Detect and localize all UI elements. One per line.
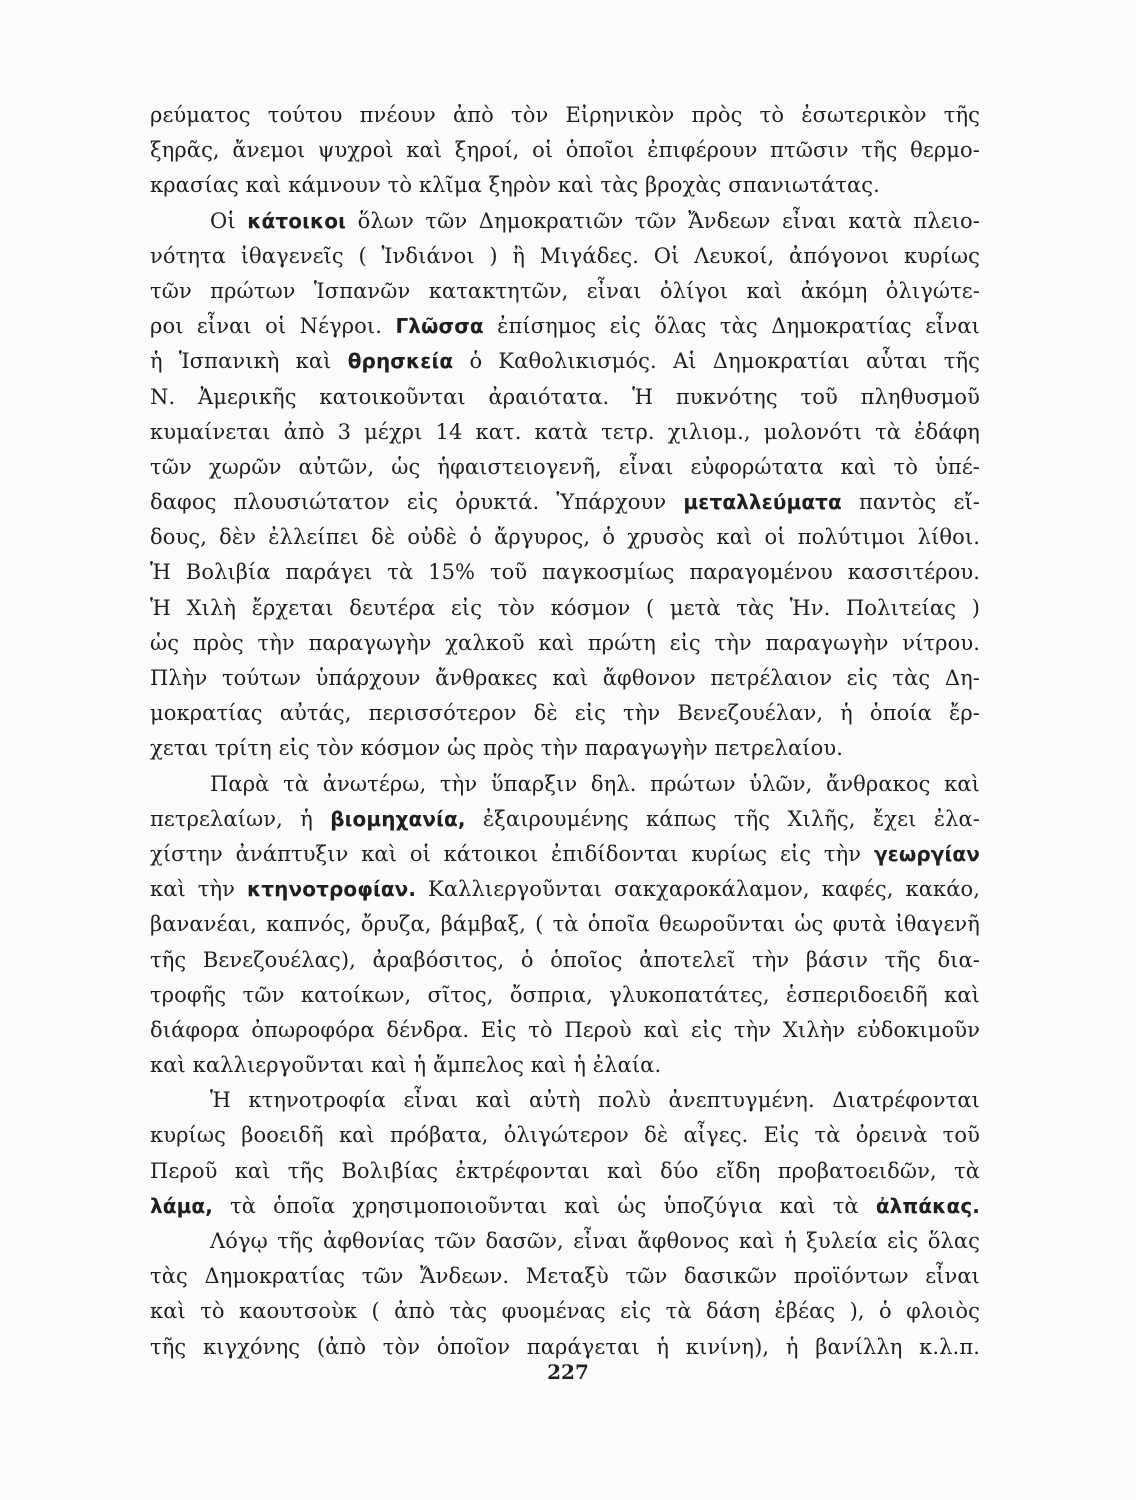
text-line [150,450,980,485]
bold-term: μεταλλεύματα [683,490,842,515]
text-segment: Περοῦ καὶ τῆς Βολιβίας ἐκτρέφονται καὶ δύο εἴδη προβατοειδῶν, τὰ [150,1158,980,1183]
text-segment: ροι εἶναι οἱ Νέγροι. [150,314,396,339]
body-text [150,98,980,1365]
bold-term: βιομηχανία, [330,806,466,831]
text-segment: Ἡ Βολιβία παράγει τὰ 15% τοῦ παγκοσμίως παραγομένου κασσιτέρου. [150,560,980,585]
text-segment: διάφορα ὀπωροφόρα δένδρα. Εἰς τὸ Περοὺ καὶ εἰς τὴν Χιλὴν εὐδοκιμοῦν [150,1017,980,1042]
text-line [150,309,980,344]
text-line [150,1118,980,1153]
text-line [150,802,980,837]
text-segment: Λόγῳ τῆς ἀφθονίας τῶν δασῶν, εἶναι ἄφθονος καὶ ἡ ξυλεία εἰς ὅλας [210,1229,980,1253]
text-line [150,837,980,872]
text-segment: βανανέαι, καπνός, ὄρυζα, βάμβαξ, ( τὰ ὁποῖα θεωροῦνται ὡς φυτὰ ἰθαγενῆ [150,912,980,937]
text-segment: ἐξαιρουμένης κάπως τῆς Χιλῆς, ἔχει ἐλα- [465,806,980,831]
text-line [150,626,980,661]
text-line [150,1259,980,1294]
text-segment: χίστην ἀνάπτυξιν καὶ οἱ κάτοικοι ἐπιδίδονται κυρίως εἰς τὴν [150,841,874,866]
text-segment: τὰ ὁποῖα χρησιμοποιοῦνται καὶ ὡς ὑποζύγια καὶ τὰ [212,1193,876,1218]
bold-term: γεωργίαν [873,841,980,866]
text-line [150,943,980,978]
text-line [150,1154,980,1189]
text-line [150,872,980,907]
text-segment: ὁ Καθολικισμός. Αἱ Δημοκρατίαι αὗται τῆς [453,349,980,374]
text-line [150,978,980,1013]
text-line [150,204,980,239]
text-segment: καὶ τὴν [150,877,247,902]
text-segment: παντὸς εἴ- [841,490,980,515]
text-segment: μοκρατίας αὐτάς, περισσότερον δὲ εἰς τὴν Βενεζουέλαν, ἡ ὁποία ἔρ- [150,701,980,726]
text-segment: Ν. Ἀμερικῆς κατοικοῦνται ἀραιότατα. Ἡ πυκνότης τοῦ πληθυσμοῦ [150,384,980,409]
text-segment: καὶ καλλιεργοῦνται καὶ ἡ ἄμπελος καὶ ἡ ἐλαία. [150,1053,662,1078]
text-segment: νότητα ἰθαγενεῖς ( Ἰνδιάνοι ) ἢ Μιγάδες. Οἱ Λευκοί, ἀπόγονοι κυρίως [150,243,980,268]
text-segment: τῆς Βενεζουέλας), ἀραβόσιτος, ὁ ὁποῖος ἀποτελεῖ τὴν βάσιν τῆς δια- [150,947,980,972]
text-line [150,168,980,203]
text-segment: Οἱ [210,208,248,233]
bold-term: κάτοικοι [247,208,347,233]
text-line [150,696,980,731]
text-line [150,133,980,168]
text-segment: τροφῆς τῶν κατοίκων, σῖτος, ὄσπρια, γλυκοπατάτες, ἑσπεριδοειδῆ καὶ [150,982,980,1007]
bold-term: λάμα, [150,1193,213,1218]
text-segment: καὶ τὸ καουτσοὺκ ( ἀπὸ τὰς φυομένας εἰς τὰ δάση ἐβέας ), ὁ φλοιὸς [150,1299,980,1324]
text-segment: πετρελαίων, ἡ [150,806,331,831]
text-line [150,591,980,626]
text-segment: κυμαίνεται ἀπὸ 3 μέχρι 14 κατ. κατὰ τετρ. χιλιομ., μολονότι τὰ ἐδάφη [150,419,980,444]
text-line [150,555,980,590]
text-line [150,415,980,450]
text-line [150,274,980,309]
text-line [150,1189,980,1224]
bold-term: κτηνοτροφίαν. [247,877,417,902]
bold-term: ἀλπάκας. [875,1193,980,1218]
text-segment: τῶν χωρῶν αὐτῶν, ὡς ἡφαιστειογενῆ, εἶναι εὐφορώτατα καὶ τὸ ὑπέ- [150,454,980,479]
text-line [150,731,980,766]
text-segment: ὅλων τῶν Δημοκρατιῶν τῶν Ἄνδεων εἶναι κατὰ πλειο- [346,208,980,233]
text-segment: κυρίως βοοειδῆ καὶ πρόβατα, ὀλιγώτερον δὲ αἶγες. Εἰς τὰ ὀρεινὰ τοῦ [150,1123,980,1148]
text-line [150,344,980,379]
text-line [150,907,980,942]
text-segment: Καλλιεργοῦνται σακχαροκάλαμον, καφές, κακάο, [416,877,981,902]
page-number: 227 [547,1360,589,1384]
text-segment: τῆς κιγχόνης (ἀπὸ τὸν ὁποῖον παράγεται ἡ κινίνη), ἡ βανίλλη κ.λ.π. [150,1334,980,1359]
text-line [150,485,980,520]
text-segment: ξηρᾶς, ἄνεμοι ψυχροὶ καὶ ξηροί, οἱ ὁποῖοι ἐπιφέρουν πτῶσιν τῆς θερμο- [150,138,980,163]
text-segment: δους, δὲν ἐλλείπει δὲ οὐδὲ ὁ ἄργυρος, ὁ χρυσὸς καὶ οἱ πολύτιμοι λίθοι. [150,525,980,550]
text-line [150,1013,980,1048]
text-line [150,1294,980,1329]
text-segment: Ἡ Χιλὴ ἔρχεται δευτέρα εἰς τὸν κόσμον ( μετὰ τὰς Ἡν. Πολιτείας ) [150,595,980,620]
text-segment: δαφος πλουσιώτατον εἰς ὀρυκτά. Ὑπάρχουν [150,490,684,515]
text-segment: ἡ Ἱσπανικὴ καὶ [150,349,348,374]
text-line [150,1224,980,1259]
text-line [150,239,980,274]
bold-term: Γλῶσσα [395,314,484,339]
text-line [150,1048,980,1083]
text-segment: Ἡ κτηνοτροφία εἶναι καὶ αὐτὴ πολὺ ἀνεπτυγμένη. Διατρέφονται [210,1088,980,1113]
text-segment: Πλὴν τούτων ὑπάρχουν ἄνθρακες καὶ ἄφθονον πετρέλαιον εἰς τὰς Δη- [150,666,980,690]
text-segment: ρεύματος τούτου πνέουν ἀπὸ τὸν Εἰρηνικὸν πρὸς τὸ ἐσωτερικὸν τῆς [150,103,980,127]
text-line [150,1083,980,1118]
text-line [150,380,980,415]
text-segment: Παρὰ τὰ ἀνωτέρω, τὴν ὕπαρξιν δηλ. πρώτων ὑλῶν, ἄνθρακος καὶ [210,771,980,796]
text-line [150,520,980,555]
text-line [150,767,980,802]
text-segment: ὡς πρὸς τὴν παραγωγὴν χαλκοῦ καὶ πρώτη εἰς τὴν παραγωγὴν νίτρου. [150,630,980,655]
text-segment: χεται τρίτη εἰς τὸν κόσμον ὡς πρὸς τὴν παραγωγὴν πετρελαίου. [150,736,843,761]
bold-term: θρησκεία [347,349,454,374]
text-segment: τὰς Δημοκρατίας τῶν Ἄνδεων. Μεταξὺ τῶν δασικῶν προϊόντων εἶναι [150,1264,980,1289]
text-line [150,98,980,133]
text-segment: ἐπίσημος εἰς ὅλας τὰς Δημοκρατίας εἶναι [483,314,980,339]
text-line [150,661,980,696]
text-segment: κρασίας καὶ κάμνουν τὸ κλῖμα ξηρὸν καὶ τὰς βροχὰς σπανιωτάτας. [150,173,880,198]
text-segment: τῶν πρώτων Ἱσπανῶν κατακτητῶν, εἶναι ὀλίγοι καὶ ἀκόμη ὀλιγώτε- [150,278,980,303]
